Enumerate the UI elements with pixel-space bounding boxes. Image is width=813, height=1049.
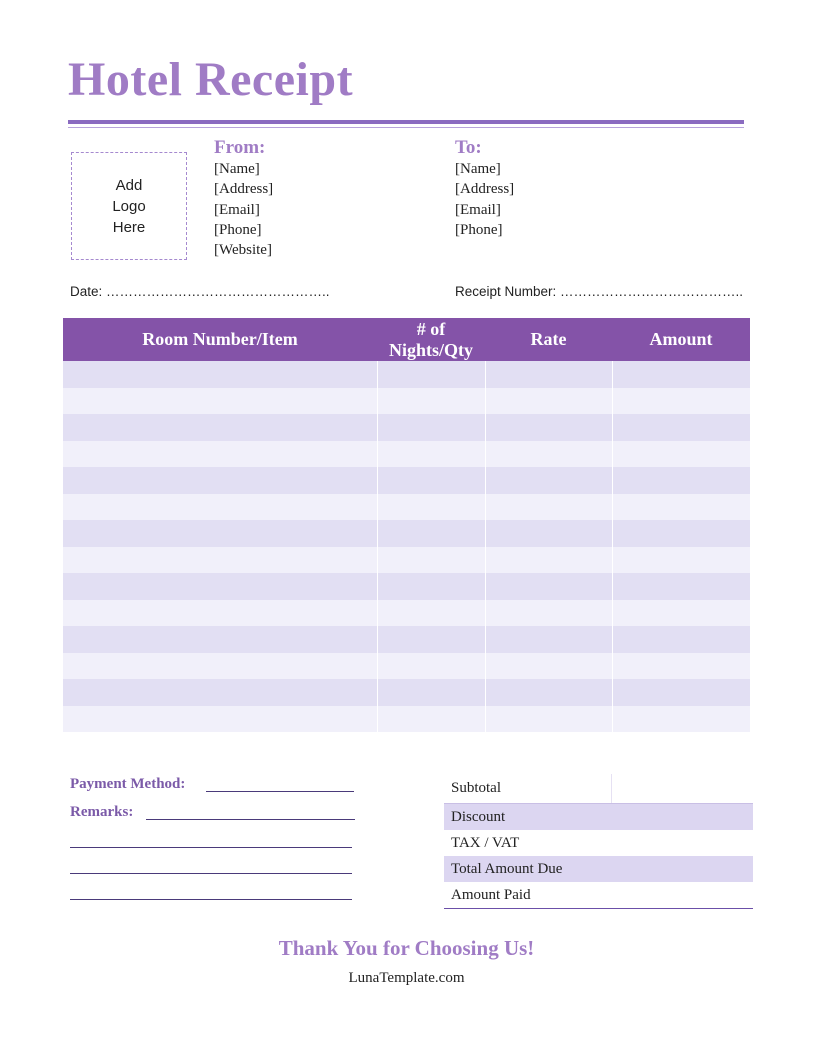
table-row [63,494,750,521]
rate-cell[interactable] [485,520,612,547]
table-row [63,441,750,468]
qty-cell[interactable] [377,547,485,574]
table-row [63,467,750,494]
discount-row [444,804,753,831]
header-amount: Amount [612,318,750,361]
rate-cell[interactable] [485,414,612,441]
total-due-label: Total Amount Due [444,856,611,882]
amount-cell[interactable] [612,679,750,706]
item-cell[interactable] [63,388,377,415]
from-block [214,137,273,260]
header-qty [377,318,485,361]
remarks-extra-line[interactable] [70,899,352,900]
amount-cell[interactable] [612,653,750,680]
qty-cell[interactable] [377,494,485,521]
to-address[interactable]: [Address] [455,181,515,198]
amount-paid-label: Amount Paid [444,882,611,909]
header-rate: Rate [485,318,612,361]
table-row [63,547,750,574]
table-row [63,626,750,653]
amount-cell[interactable] [612,494,750,521]
to-block [455,137,514,240]
item-cell[interactable] [63,467,377,494]
table-row [63,679,750,706]
rate-cell[interactable] [485,494,612,521]
item-cell[interactable] [63,414,377,441]
from-name[interactable]: [Name] [214,161,260,177]
tax-value[interactable] [611,830,753,856]
total-due-value[interactable] [611,856,753,882]
remarks-extra-line[interactable] [70,847,352,848]
header-qty-line1: # of [416,318,446,339]
table-row [63,361,750,388]
subtotal-value[interactable] [611,774,753,804]
rate-cell[interactable] [485,706,612,733]
amount-cell[interactable] [612,467,750,494]
item-cell[interactable] [63,626,377,653]
qty-cell[interactable] [377,441,485,468]
rate-cell[interactable] [485,600,612,627]
amount-cell[interactable] [612,600,750,627]
discount-label: Discount [444,804,611,831]
item-cell[interactable] [63,573,377,600]
amount-cell[interactable] [612,414,750,441]
rate-cell[interactable] [485,547,612,574]
rate-cell[interactable] [485,441,612,468]
total-due-row [444,856,753,882]
amount-cell[interactable] [612,626,750,653]
qty-cell[interactable] [377,653,485,680]
qty-cell[interactable] [377,388,485,415]
date-field[interactable]: Date: ………………………………………….. [70,284,330,299]
rate-cell[interactable] [485,653,612,680]
rate-cell[interactable] [485,388,612,415]
rate-cell[interactable] [485,679,612,706]
qty-cell[interactable] [377,520,485,547]
from-email[interactable]: [Email] [214,201,260,218]
logo-text-line: Here [112,218,146,236]
thank-you-message: Thank You for Choosing Us! [278,936,535,960]
remarks-extra-line[interactable] [70,873,352,874]
site-credit: LunaTemplate.com [348,970,465,986]
item-cell[interactable] [63,679,377,706]
item-cell[interactable] [63,441,377,468]
item-cell[interactable] [63,520,377,547]
qty-cell[interactable] [377,414,485,441]
payment-method-input[interactable] [206,791,354,792]
item-cell[interactable] [63,547,377,574]
table-body [63,361,750,732]
amount-cell[interactable] [612,573,750,600]
amount-paid-value[interactable] [611,882,753,909]
item-cell[interactable] [63,600,377,627]
qty-cell[interactable] [377,600,485,627]
qty-cell[interactable] [377,361,485,388]
rate-cell[interactable] [485,361,612,388]
payment-method-label: Payment Method: [70,776,186,792]
amount-cell[interactable] [612,547,750,574]
to-phone[interactable]: [Phone] [455,221,503,238]
table-row [63,600,750,627]
amount-paid-row [444,882,753,909]
items-table [63,318,750,732]
totals-table [444,774,753,909]
amount-cell[interactable] [612,441,750,468]
subtotal-label: Subtotal [444,774,611,804]
table-row [63,520,750,547]
to-email[interactable]: [Email] [455,201,501,218]
item-cell[interactable] [63,361,377,388]
remarks-input[interactable] [146,819,355,820]
tax-label: TAX / VAT [451,834,520,851]
item-cell[interactable] [63,653,377,680]
tax-row [444,830,753,856]
qty-cell[interactable] [377,679,485,706]
title-divider-thin [68,127,744,128]
discount-value[interactable] [611,804,753,831]
to-name[interactable]: [Name] [455,161,501,177]
page-title: Hotel Receipt [68,53,354,106]
from-heading: From: [214,137,266,158]
rate-cell[interactable] [485,573,612,600]
remarks-label: Remarks: [70,804,134,820]
item-cell[interactable] [63,494,377,521]
from-address[interactable]: [Address] [214,181,274,198]
rate-cell[interactable] [485,467,612,494]
qty-cell[interactable] [377,467,485,494]
table-header-row [63,318,750,361]
logo-text-line: Add [115,176,143,194]
qty-cell[interactable] [377,573,485,600]
from-website[interactable]: [Website] [214,242,272,259]
logo-text-line: Logo [112,197,146,215]
logo-placeholder[interactable] [71,152,187,260]
from-phone[interactable]: [Phone] [214,221,262,238]
qty-cell[interactable] [377,626,485,653]
amount-cell[interactable] [612,361,750,388]
rate-cell[interactable] [485,626,612,653]
table-row [63,706,750,733]
table-row [63,653,750,680]
title-divider-thick [68,120,744,124]
header-item: Room Number/Item [63,318,377,361]
receipt-number-field[interactable]: Receipt Number: ………………………………….. [455,284,744,299]
table-row [63,388,750,415]
subtotal-row [444,774,753,804]
to-heading: To: [455,137,482,158]
amount-cell[interactable] [612,388,750,415]
table-row [63,573,750,600]
amount-cell[interactable] [612,520,750,547]
header-qty-line2: Nights/Qty [388,339,473,360]
item-cell[interactable] [63,706,377,733]
table-row [63,414,750,441]
amount-cell[interactable] [612,706,750,733]
qty-cell[interactable] [377,706,485,733]
